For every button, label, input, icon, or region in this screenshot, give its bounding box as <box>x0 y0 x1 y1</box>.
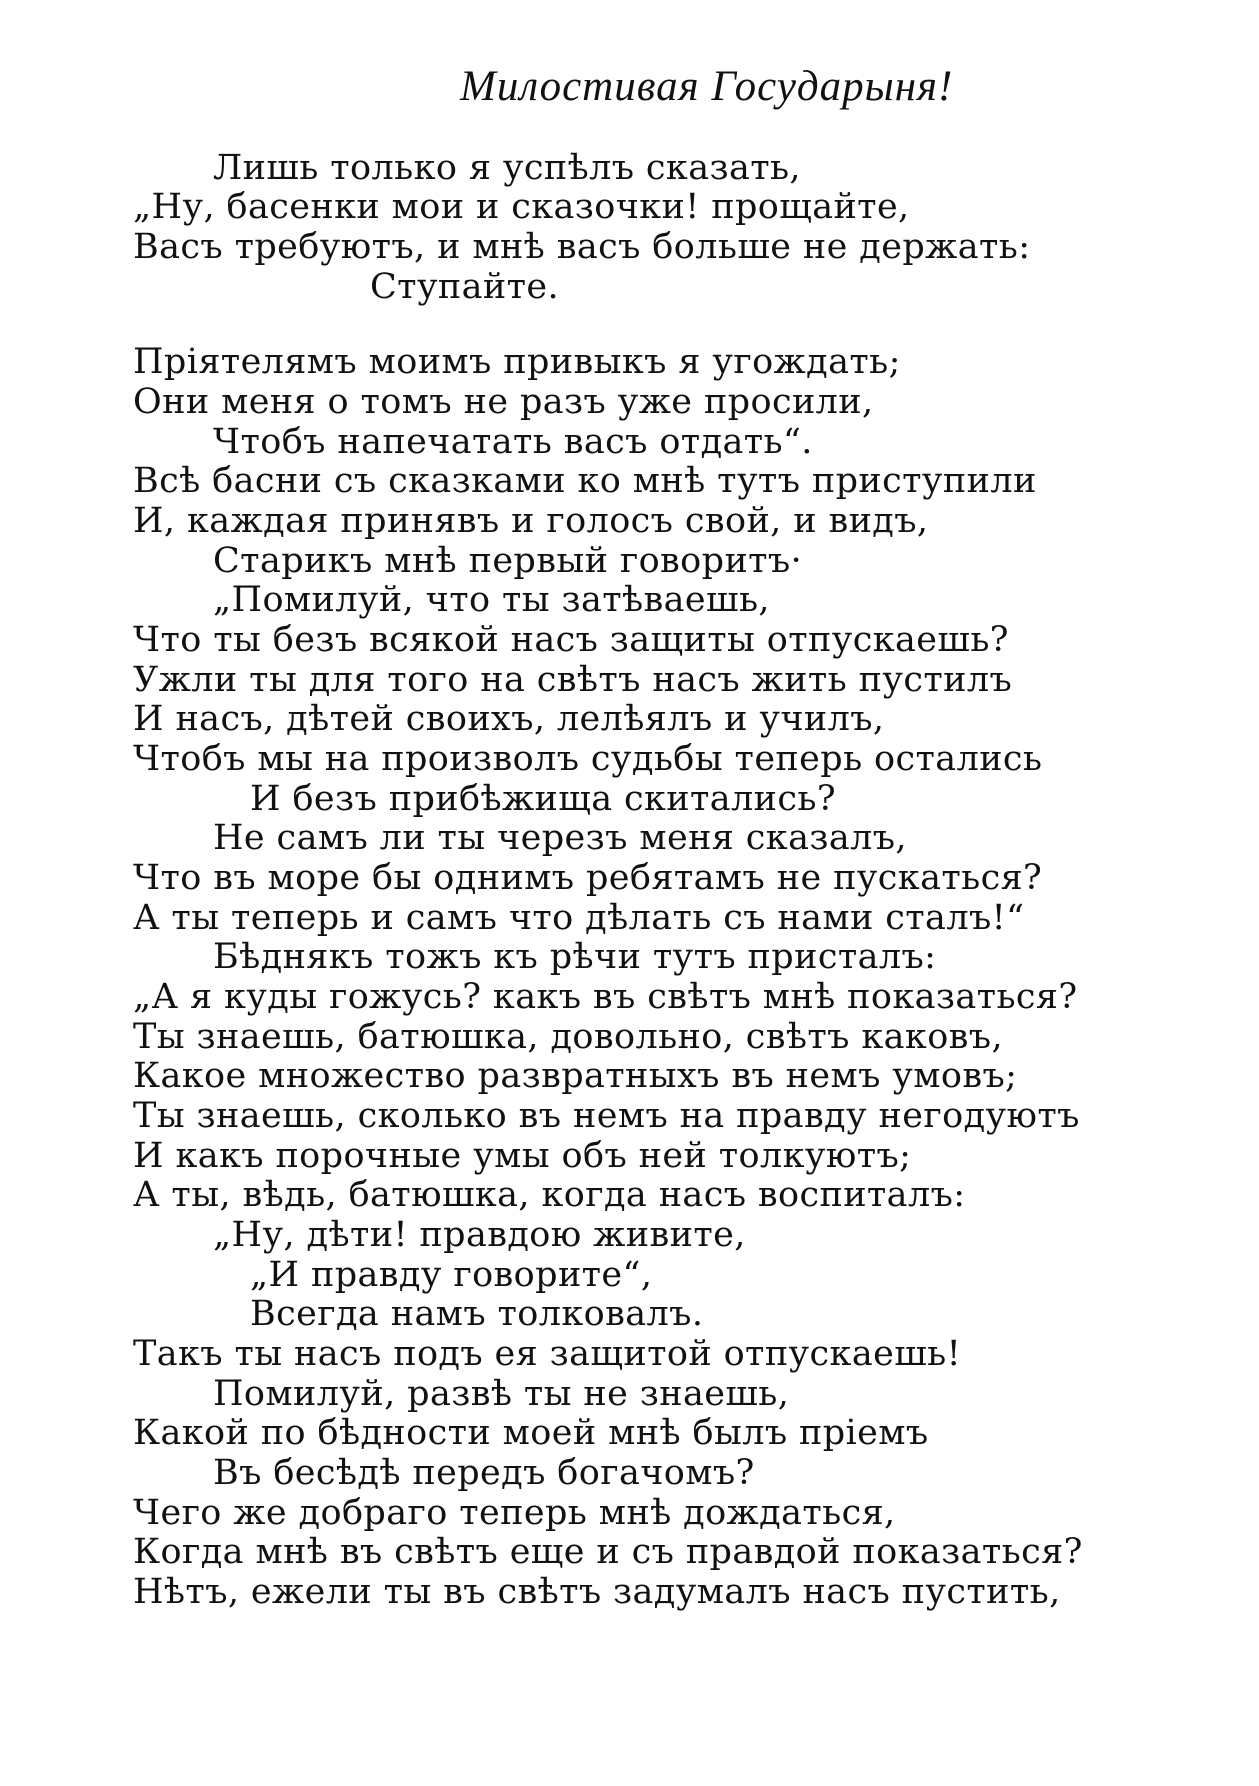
poem-line: Ты знаешь, батюшка, довольно, свѣтъ каковъ, <box>133 1017 1003 1057</box>
poem-line: Ступайте. <box>370 267 560 307</box>
poem-line: Они меня о томъ не разъ уже просили, <box>133 382 874 422</box>
poem-line: „Помилуй, что ты затѣваешь, <box>213 580 770 620</box>
poem-line: Ты знаешь, сколько въ немъ на правду негодуютъ <box>133 1096 1080 1136</box>
poem-line: И, каждая принявъ и голосъ свой, и видъ, <box>133 501 929 541</box>
poem-line: И насъ, дѣтей своихъ, лелѣялъ и училъ, <box>133 699 885 739</box>
poem-line: Чтобъ мы на произволъ судьбы теперь остались <box>133 739 1043 779</box>
poem-line: Не самъ ли ты черезъ меня сказалъ, <box>213 818 907 858</box>
poem-line: Нѣтъ, ежели ты въ свѣтъ задумалъ насъ пустить, <box>133 1572 1061 1612</box>
poem-line: Въ бесѣдѣ передъ богачомъ? <box>213 1453 755 1493</box>
poem-line: Лишь только я успѣлъ сказать, <box>213 148 801 188</box>
poem-line: Когда мнѣ въ свѣтъ еще и съ правдой показаться? <box>133 1532 1083 1572</box>
poem-line: А ты теперь и самъ что дѣлать съ нами сталъ!“ <box>133 898 1025 938</box>
poem-line: Какой по бѣдности моей мнѣ былъ пріемъ <box>133 1413 929 1453</box>
poem-line: „А я куды гожусь? какъ въ свѣтъ мнѣ показаться? <box>133 977 1078 1017</box>
poem-line: Старикъ мнѣ первый говоритъ· <box>213 541 803 581</box>
poem-line: Пріятелямъ моимъ привыкъ я угождать; <box>133 342 901 382</box>
poem-line: Васъ требуютъ, и мнѣ васъ больше не держать: <box>133 227 1031 267</box>
poem-line: Что въ море бы однимъ ребятамъ не пускаться? <box>133 858 1043 898</box>
poem-line: Бѣднякъ тожъ къ рѣчи тутъ присталъ: <box>213 937 937 977</box>
poem-line: Что ты безъ всякой насъ защиты отпускаешь? <box>133 620 1009 660</box>
poem-line: „Ну, дѣти! правдою живите, <box>213 1215 746 1255</box>
poem-line: Такъ ты насъ подъ ея защитой отпускаешь! <box>133 1334 962 1374</box>
poem-line: Чего же добраго теперь мнѣ дождаться, <box>133 1493 896 1533</box>
poem-line: Ужли ты для того на свѣтъ насъ жить пустилъ <box>133 660 1013 700</box>
poem-line: Помилуй, развѣ ты не знаешь, <box>213 1374 790 1414</box>
poem-line: „Ну, басенки мои и сказочки! прощайте, <box>133 187 910 227</box>
poem-line: Всегда намъ толковалъ. <box>250 1294 704 1334</box>
poem-line: И безъ прибѣжища скитались? <box>250 779 837 819</box>
poem-line: „И правду говорите“, <box>250 1255 653 1295</box>
poem-line: Какое множество развратныхъ въ немъ умовъ; <box>133 1056 1018 1096</box>
poem-line: И какъ порочные умы объ ней толкуютъ; <box>133 1136 912 1176</box>
poem-line: Всѣ басни съ сказками ко мнѣ тутъ приступили <box>133 461 1037 501</box>
page-title: Милостивая Государыня! <box>460 63 954 110</box>
poem-line: Чтобъ напечатать васъ отдать“. <box>213 422 813 462</box>
poem-line: А ты, вѣдь, батюшка, когда насъ воспиталъ: <box>133 1175 966 1215</box>
